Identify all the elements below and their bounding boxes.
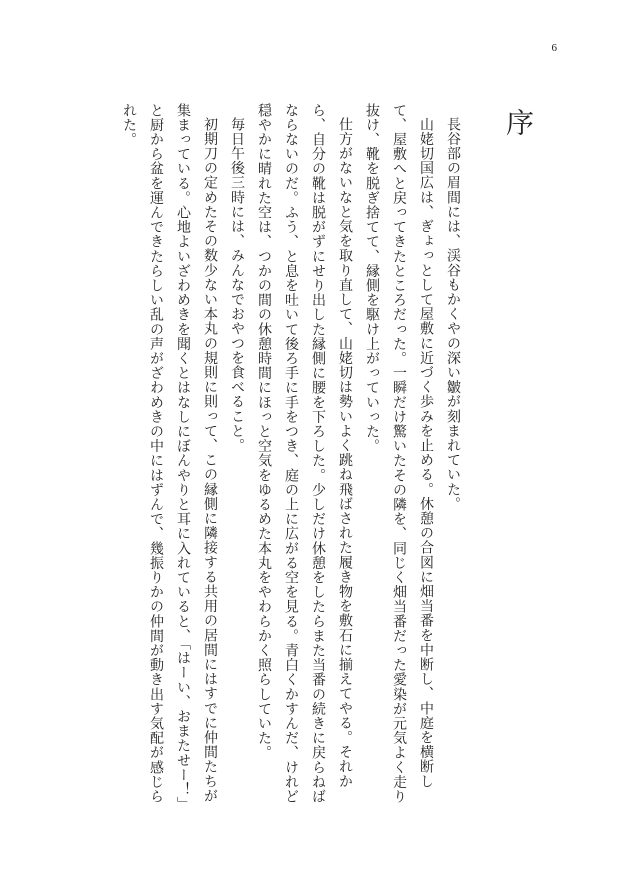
body-text: [116, 103, 466, 813]
paragraph: 毎日午後三時には、みんなでおやつを食べること。: [229, 117, 245, 453]
paragraph: 初期刀の定めたその数少ない本丸の規則に則って、この縁側に隣接する共用の居間にはすでに仲間たちが集まっている。心地よいざわめきを聞くとはなしにぼんやりと耳に入れていると、「はーい、おまたせー！」と厨から盆を運んできたらしい乱の声がざわめきの中にはずんで、幾振りかの仲間が動き出す気配が感じられた。: [121, 103, 218, 812]
paragraph: 山姥切国広は、ぎょっとして屋敷に近づく歩みを止める。休憩の合図に畑当番を中断し、中庭を横断して、屋敷へと戻ってきたところだった。一瞬だけ驚いたその隣を、同じく畑当番だった愛染が元気よく走り抜け、靴を脱ぎ捨てて、縁側を駆け上がっていった。: [364, 103, 434, 804]
page-number: 6: [551, 42, 557, 54]
chapter-title: 序: [502, 108, 535, 136]
paragraph: 長谷部の眉間には、渓谷もかくやの深い皺が刻まれていた。: [445, 117, 461, 512]
paragraph: 仕方がないなと気を取り直して、山姥切は勢いよく跳ね飛ばされた履き物を敷石に揃えてやる。それから、自分の靴は脱がずにせり出した縁側に腰を下ろした。少しだけ休憩をしたらまた当番の続きに戻らねばならないのだ。ふう、と息を吐いて後ろ手に手をつき、庭の上に広がる空を見る。青白くかすんだ、けれど穏やかに晴れた空は、つかの間の休憩時間にほっと空気をゆるめた本丸をやわらかく照らしていた。: [256, 103, 353, 804]
